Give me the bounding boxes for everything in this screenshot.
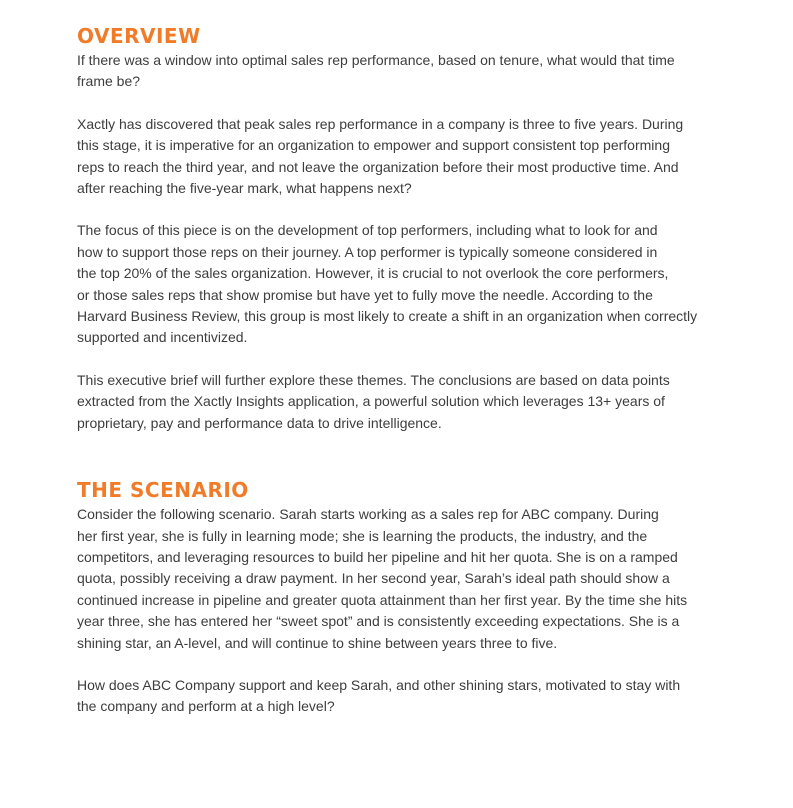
overview-section <box>77 22 717 434</box>
overview-paragraph-2: Xactly has discovered that peak sales rep performance in a company is three to five years. During this stage, it is imperative for an organization to empower and support consistent top performing reps to reach the third year, and not leave the organization before their most productive time. And after reaching the five-year mark, what happens next? <box>77 115 684 197</box>
overview-paragraph-3: The focus of this piece is on the development of top performers, including what to look for and how to support those reps on their journey. A top performer is typically someone considered in the top 20% of the sales organization. However, it is crucial to not overlook the core performers, or those sales reps that show promise but have yet to fully move the needle. According to the Harvard Business Review, this group is most likely to create a shift in an organization when correctly supported and incentivized. <box>77 222 698 346</box>
scenario-paragraph-2: How does ABC Company support and keep Sarah, and other shining stars, motivated to stay with the company and perform at a high level? <box>77 676 681 715</box>
section-spacer <box>77 455 717 476</box>
scenario-heading: THE SCENARIO <box>77 478 249 503</box>
scenario-paragraph-1: Consider the following scenario. Sarah starts working as a sales rep for ABC company. During her first year, she is fully in learning mode; she is learning the products, the industry, and the competitors, and leveraging resources to build her pipeline and hit her quota. She is on a ramped quota, possibly receiving a draw payment. In her second year, Sarah’s ideal path should show a continued increase in pipeline and greater quota attainment than her first year. By the time she hits year three, she has entered her “sweet spot” and is consistently exceeding expectations. She is a shining star, an A-level, and will continue to shine between years three to five. <box>77 506 688 651</box>
scenario-section <box>77 476 717 718</box>
overview-heading: OVERVIEW <box>77 24 201 48</box>
document-content <box>77 22 717 739</box>
overview-paragraph-1: If there was a window into optimal sales rep performance, based on tenure, what would that time frame be? <box>77 52 675 90</box>
overview-paragraph-4: This executive brief will further explore these themes. The conclusions are based on data points extracted from the Xactly Insights application, a powerful solution which leverages 13+ years of proprietary, pay and performance data to drive intelligence. <box>77 371 670 431</box>
